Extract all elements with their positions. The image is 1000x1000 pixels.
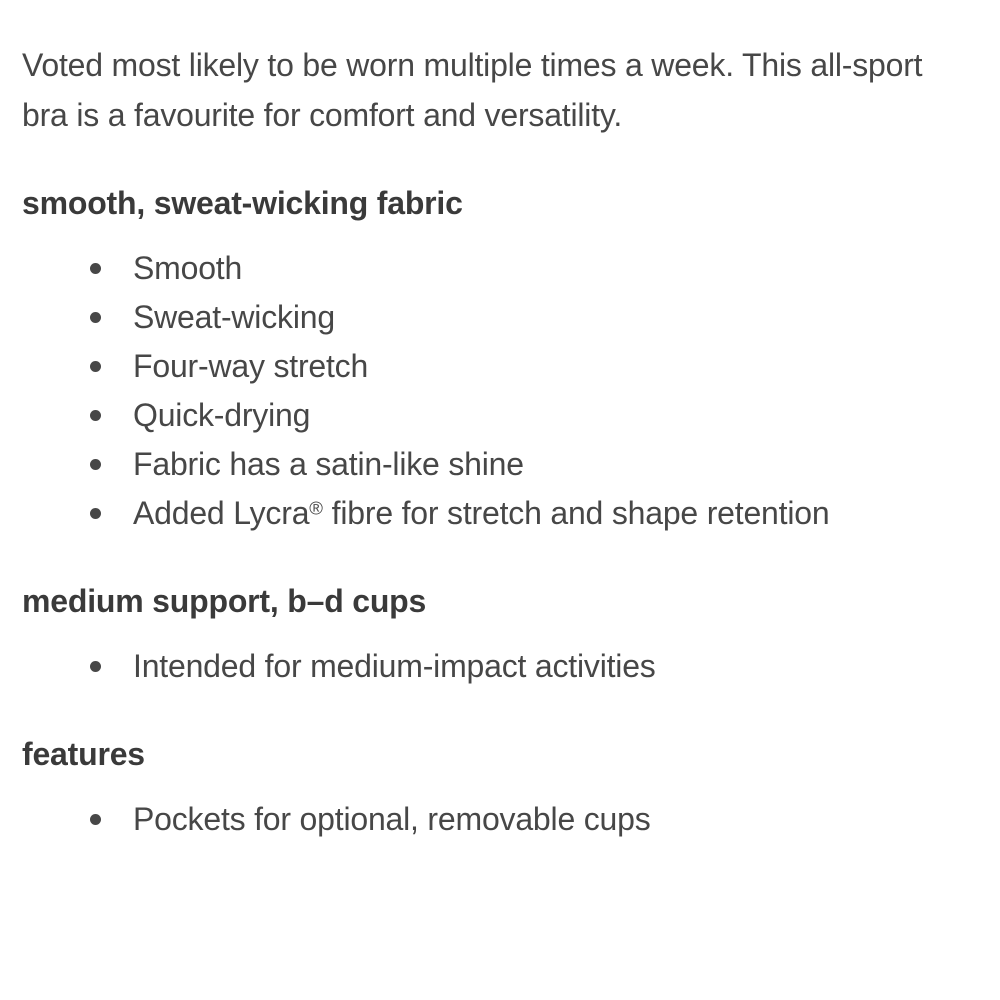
- description-section: [22, 182, 1000, 538]
- intro-line-2: bra is a favourite for comfort and versatility.: [22, 97, 623, 133]
- bullet-item: [22, 440, 1000, 489]
- bullet-dot-icon: [90, 459, 101, 470]
- bullet-text: Four-way stretch: [133, 348, 369, 384]
- bullet-dot-icon: [90, 410, 101, 421]
- bullet-item: [22, 795, 1000, 844]
- intro-line-1: Voted most likely to be worn multiple times a week. This all-sport: [22, 47, 923, 83]
- description-section: [22, 733, 1000, 844]
- bullet-text: Fabric has a satin-like shine: [133, 446, 524, 482]
- bullet-text: Pockets for optional, removable cups: [133, 801, 651, 837]
- description-section: [22, 580, 1000, 691]
- bullet-dot-icon: [90, 508, 101, 519]
- bullet-list: [22, 244, 1000, 538]
- bullet-text: Intended for medium-impact activities: [133, 648, 656, 684]
- bullet-dot-icon: [90, 263, 101, 274]
- bullet-item: [22, 342, 1000, 391]
- bullet-item: [22, 642, 1000, 691]
- bullet-text: Smooth: [133, 250, 243, 286]
- bullet-item: [22, 293, 1000, 342]
- bullet-dot-icon: [90, 814, 101, 825]
- bullet-dot-icon: [90, 312, 101, 323]
- section-heading: smooth, sweat-wicking fabric: [22, 185, 463, 221]
- bullet-text: Quick-drying: [133, 397, 311, 433]
- bullet-list: [22, 642, 1000, 691]
- bullet-item: [22, 489, 1000, 538]
- bullet-text: Added Lycra® fibre for stretch and shape retention: [133, 495, 830, 531]
- registered-trademark-icon: ®: [309, 497, 323, 519]
- section-heading: features: [22, 736, 145, 772]
- section-heading: medium support, b–d cups: [22, 583, 427, 619]
- bullet-dot-icon: [90, 661, 101, 672]
- bullet-list: [22, 795, 1000, 844]
- bullet-dot-icon: [90, 361, 101, 372]
- intro-paragraph: [22, 40, 1000, 140]
- bullet-text: Sweat-wicking: [133, 299, 335, 335]
- bullet-item: [22, 244, 1000, 293]
- description-sections: [22, 182, 1000, 844]
- bullet-item: [22, 391, 1000, 440]
